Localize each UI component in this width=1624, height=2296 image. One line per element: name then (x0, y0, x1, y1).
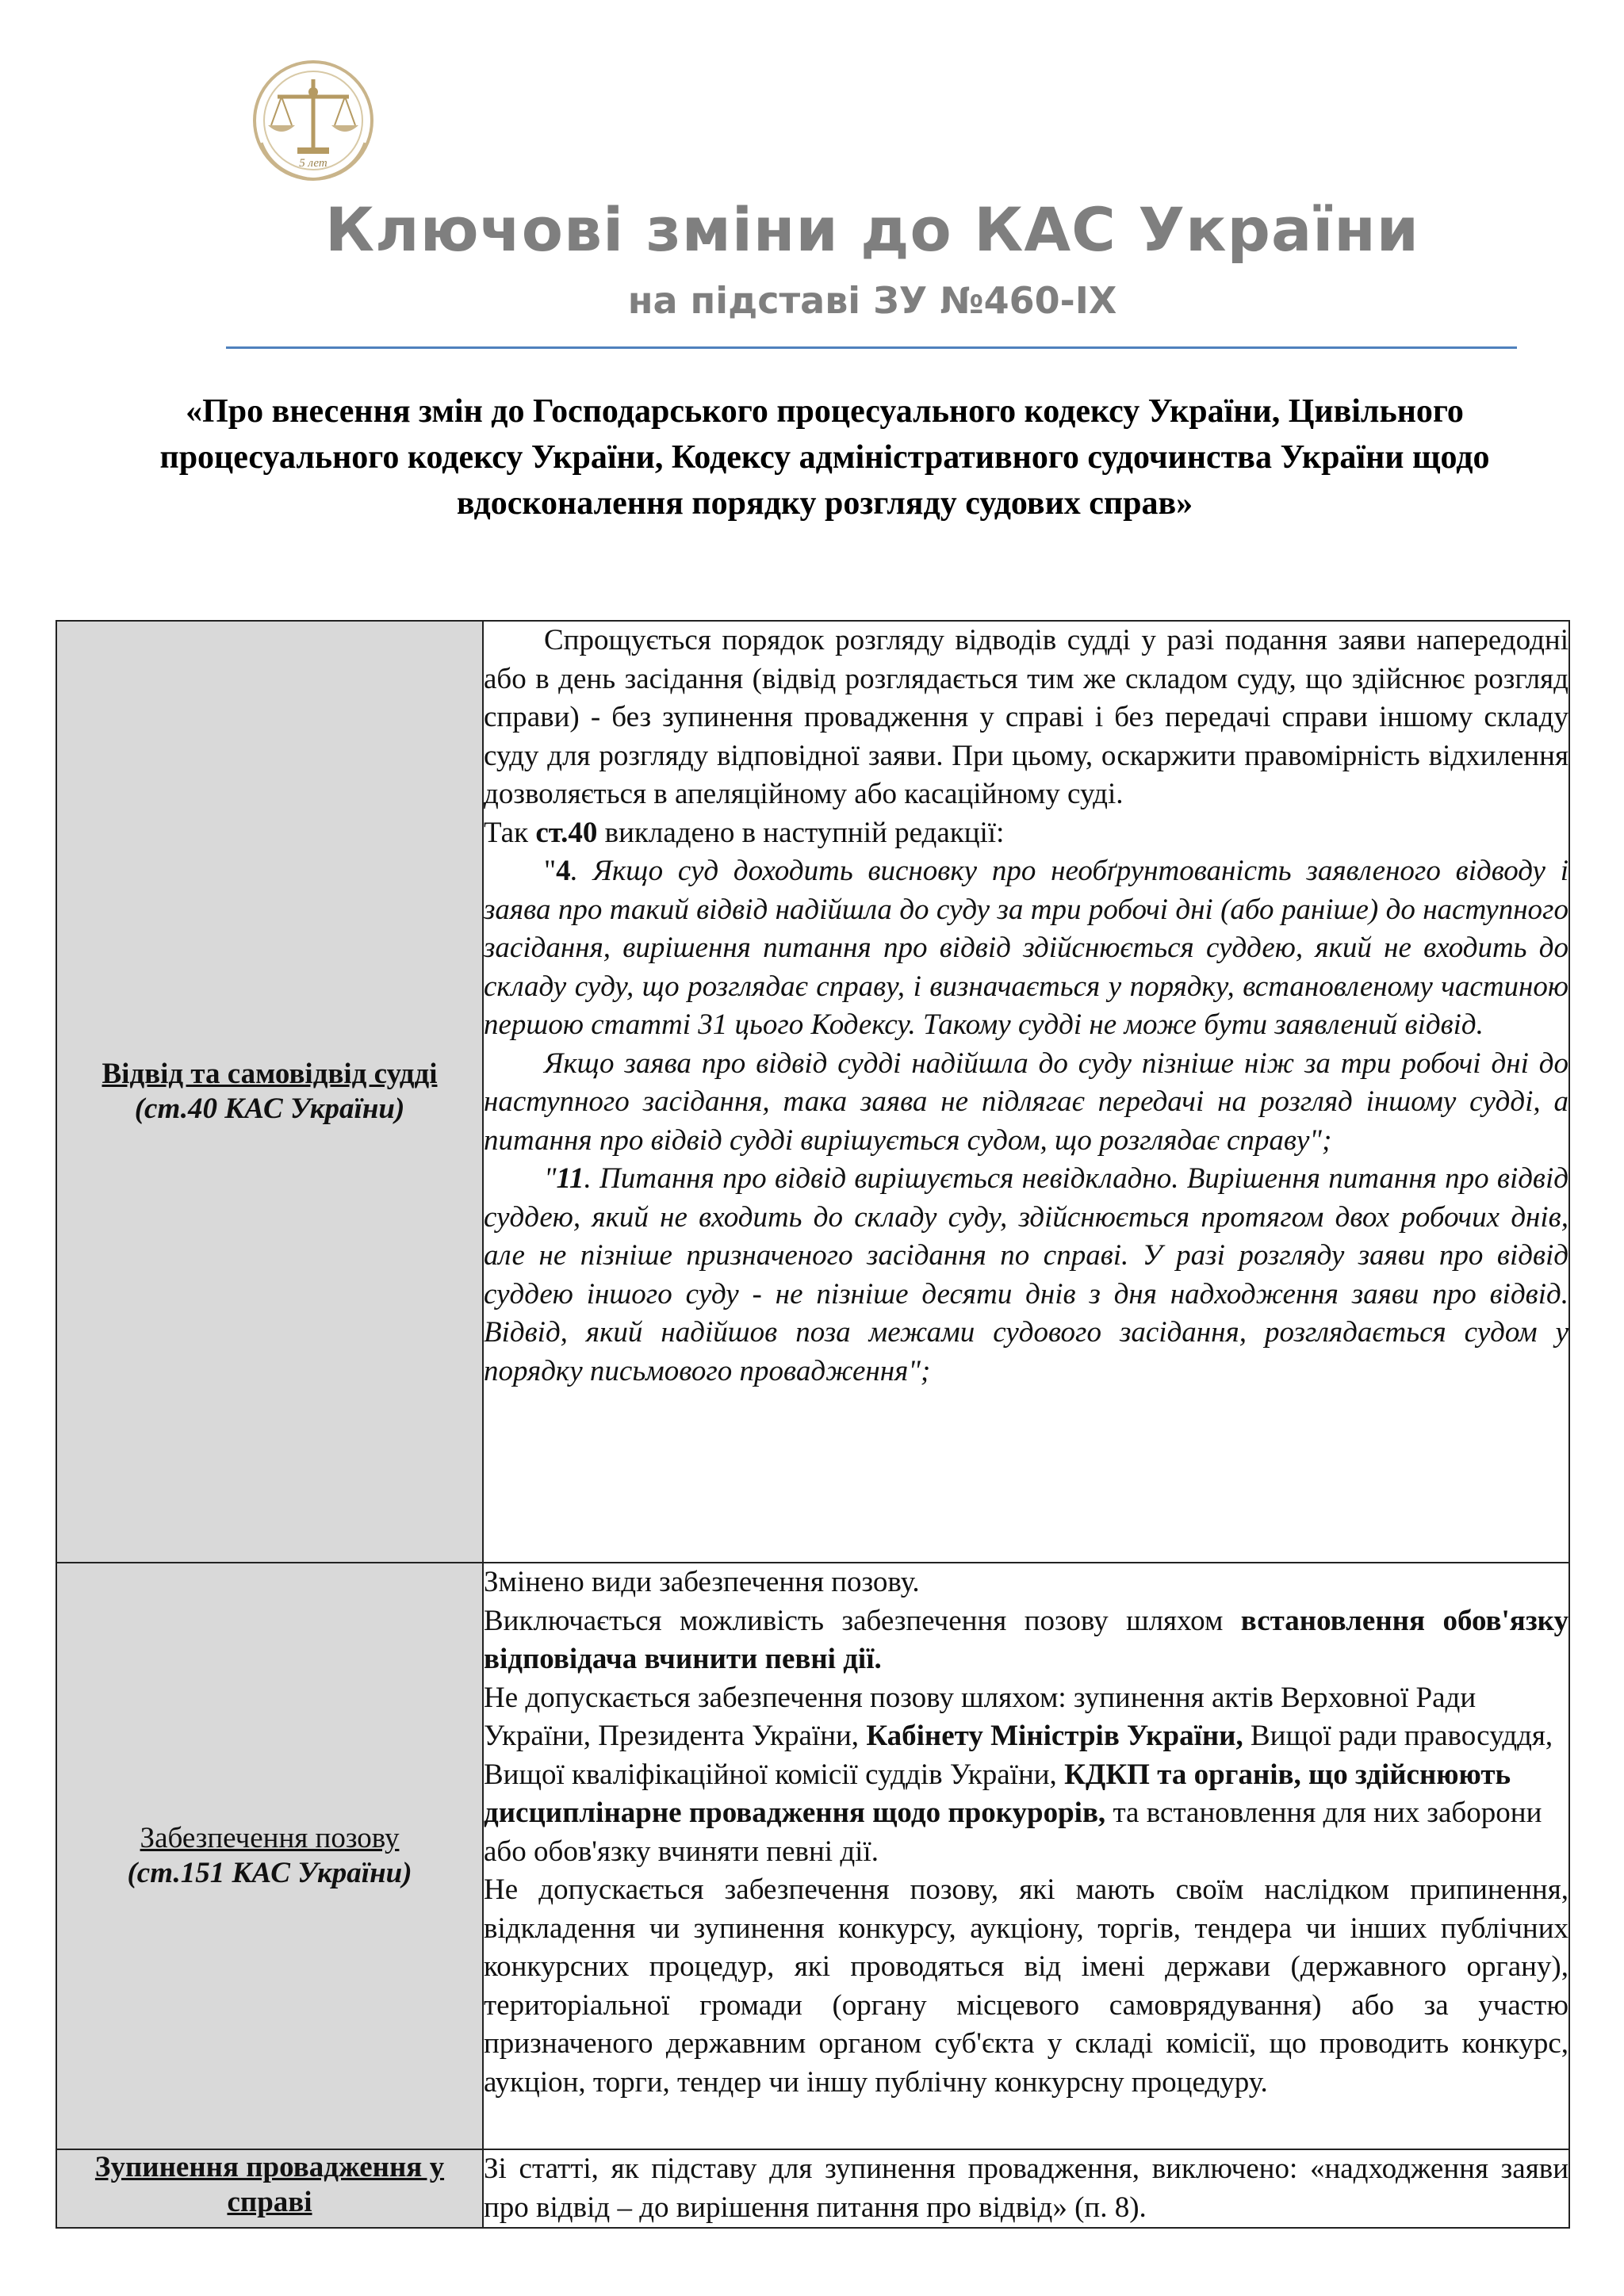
paragraph (484, 1679, 1568, 1872)
logo-caption: 5 лет (299, 157, 327, 170)
text-bold: встановлення обов'язку відповідача вчинити певні дії. (484, 1604, 1568, 1675)
text: Так (484, 816, 536, 849)
row-label (56, 2149, 483, 2228)
paragraph (484, 814, 1568, 853)
row-label-name: Відвід та самовідвід судді (102, 1058, 438, 1090)
page-title: Ключові зміни до КАС України (324, 194, 1420, 265)
text-bold: Кабінету Міністрів України, (866, 1720, 1243, 1752)
quote-paragraph: Якщо заява про відвід судді надійшла до суду пізніше ніж за три робочі дні до наступного засідання, така заява не підлягає передачі на розгляд іншому судді, а питання про відвід судді вирішується судом, що розглядає справу"; (484, 1047, 1568, 1157)
paragraph: Спрощується порядок розгляду відводів судді у разі подання заяви напередодні або в день засідання (відвід розглядається тим же складом суду, що здійснює розгляд справи) - без зупинення провадження у справі і без передачі справи іншому складу суду для розгляду відповідної заяви. При цьому, оскаржити правомірність відхилення дозволяється в апеляційному або касаційному суді. (484, 624, 1568, 810)
table-row (56, 2149, 1569, 2228)
row-label-name: Зупинення провадження у справі (94, 2151, 445, 2218)
paragraph: Зі статті, як підставу для зупинення провадження, виключено: «надходження заяви про відвід – до вирішення питання про відвід» (п. 8). (484, 2152, 1568, 2224)
quote-paragraph (484, 852, 1568, 1045)
row-label (56, 621, 483, 1563)
text: та встановлення для них заборони або обов'язку вчиняти певні дії. (484, 1797, 1542, 1868)
table-row (56, 621, 1569, 1563)
paragraph: Змінено види забезпечення позову. (484, 1566, 920, 1598)
text-italic: . Питання про відвід вирішується невідкладно. Вирішення питання про відвід суддею, який не входить до складу суду, здійснюється протягом двох робочих днів, але не пізніше призначеного засідання по справі. У разі розгляду заяви про відвід суддею іншого суду - не пізніше десяти днів з дня надходження заяви про відвід. Відвід, який надійшов поза межами судового засідання, розглядається судом у порядку письмового провадження"; (484, 1162, 1568, 1387)
text-bold: КДКП та органів, що здійснюють дисциплінарне провадження щодо прокурорів, (484, 1758, 1511, 1829)
row-label-article: (ст.40 КАС України) (134, 1093, 405, 1125)
text-bold: ст.40 (535, 816, 598, 849)
paragraph (484, 1602, 1568, 1679)
changes-table (56, 620, 1570, 2229)
paragraph: Не допускається забезпечення позову, які мають своїм наслідком припинення, відкладення чи зупинення конкурсу, аукціону, торгів, тендера чи інших публічних конкурсних процедур, які проводяться від імені держави (державного органу), територіальної громади (органу місцевого самоврядування) або за участю призначеного державним органом суб'єкта у складі комісії, що проводить конкурс, аукціон, торги, тендер чи іншу публічну конкурсну процедуру. (484, 1873, 1568, 2099)
clause-number: 11 (556, 1162, 584, 1195)
row-content (483, 1563, 1569, 2149)
text: Не допускається забезпечення позову шляхом: зупинення актів Верховної Ради України, Президента України, (484, 1681, 1477, 1752)
header (230, 190, 1515, 328)
row-label-article: (ст.151 КАС України) (127, 1857, 412, 1889)
text: Виключається можливість забезпечення позову шляхом (484, 1604, 1241, 1637)
row-label-name: Забезпечення позову (140, 1822, 400, 1854)
row-content (483, 2149, 1569, 2228)
quote-paragraph (484, 1160, 1568, 1391)
row-content (483, 621, 1569, 1563)
page-subtitle: на підставі ЗУ №460-ІХ (627, 279, 1117, 322)
clause-number: 4 (556, 855, 571, 887)
row-label (56, 1563, 483, 2149)
text: викладено в наступній редакції: (597, 816, 1005, 849)
header-divider (226, 346, 1517, 349)
law-title: «Про внесення змін до Господарського процесуального кодексу України, Цивільного процесуального кодексу України, Кодексу адміністративного судочинства України щодо вдосконалення порядку розгляду судових справ» (159, 393, 1490, 522)
quote-mark: " (544, 855, 557, 887)
text-italic: . Якщо суд доходить висновку про необґрунтованість заявленого відводу і заява про такий відвід надійшла до суду за три робочі дні (або раніше) до наступного засідання, вирішення питання про відвід здійснюється суддею, який не входить до складу суду, що розглядає справу, і визначається у порядку, встановленому частиною першою статті 31 цього Кодексу. Такому судді не може бути заявлений відвід. (484, 855, 1568, 1041)
court-logo (238, 55, 389, 190)
table-row (56, 1563, 1569, 2149)
text: Вищої ради правосуддя, Вищої кваліфікаційної комісії суддів України, (484, 1720, 1553, 1791)
quote-mark: " (544, 1162, 557, 1195)
